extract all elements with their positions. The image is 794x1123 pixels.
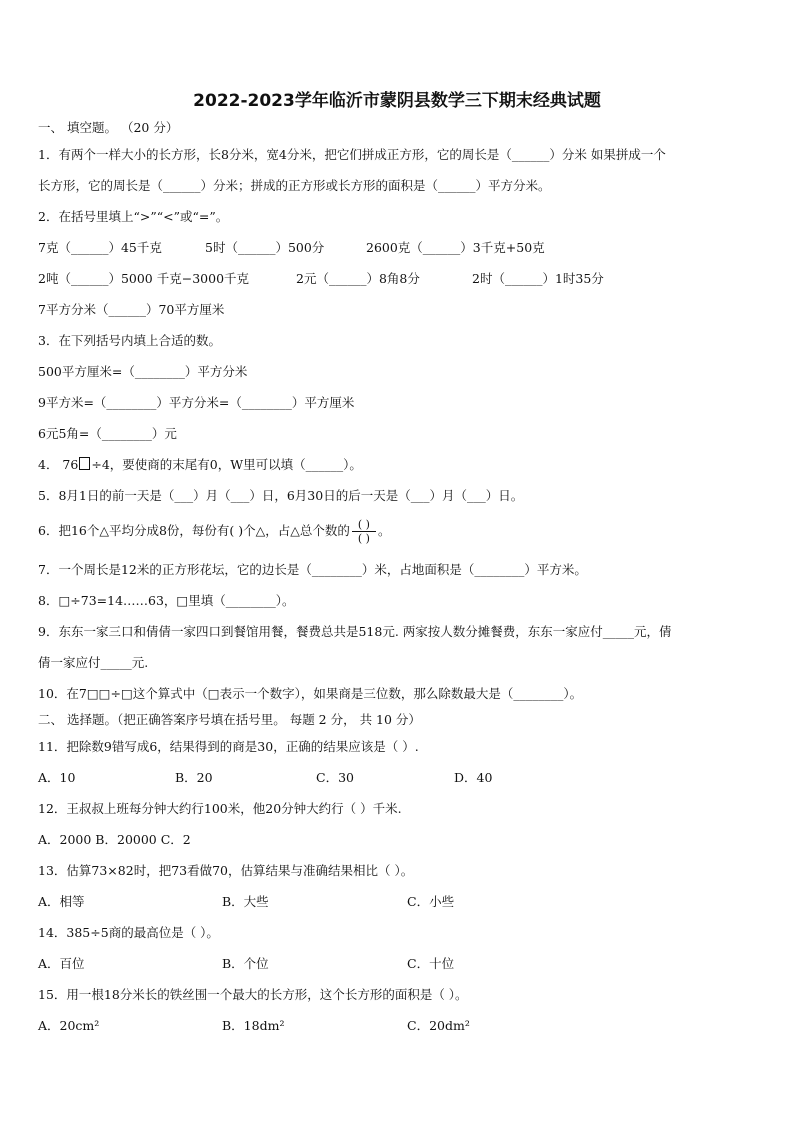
question-2-item: 2吨（______）5000 千克−3000千克 — [38, 271, 250, 286]
question-13-option: C．小些 — [407, 894, 455, 909]
question-11-option: B．20 — [175, 770, 213, 785]
question-1-line-1: 1．有两个一样大小的长方形，长8分米，宽4分米，把它们拼成正方形，它的周长是（______）分米 如果拼成一个 — [38, 147, 666, 162]
question-11-stem: 11．把除数9错写成6，结果得到的商是30，正确的结果应该是（ ）. — [38, 739, 419, 754]
question-3-stem: 3．在下列括号内填上合适的数。 — [38, 333, 221, 348]
question-11-option: A．10 — [38, 770, 76, 785]
question-15-option: A．20cm² — [38, 1018, 100, 1033]
fraction-denominator: ( ) — [357, 532, 370, 545]
question-1-line-2: 长方形，它的周长是（______）分米；拼成的正方形或长方形的面积是（______）平方分米。 — [38, 178, 551, 193]
question-6 — [38, 516, 391, 546]
question-2-stem: 2．在括号里填上“>”“<”或“=”。 — [38, 209, 229, 224]
question-2-item: 2时（______）1时35分 — [472, 271, 604, 286]
question-11-option: C．30 — [316, 770, 354, 785]
question-8: 8．□÷73=14……63，□里填（________）。 — [38, 593, 295, 608]
fraction-blank — [352, 518, 376, 545]
question-6-text: 6．把16个△平均分成8份，每份有( )个△，占△总个数的 — [38, 523, 350, 538]
question-9-line-2: 倩一家应付_____元. — [38, 655, 149, 670]
question-12-options: A．2000 B．20000 C．2 — [38, 832, 191, 847]
question-2-item: 7平方分米（______）70平方厘米 — [38, 302, 225, 317]
blank-box-icon — [79, 457, 90, 470]
question-3-line-2: 9平方米=（________）平方分米=（________）平方厘米 — [38, 395, 355, 410]
question-13-option: A．相等 — [38, 894, 85, 909]
question-15-stem: 15．用一根18分米长的铁丝围一个最大的长方形，这个长方形的面积是（ ）。 — [38, 987, 468, 1002]
question-13-option: B．大些 — [222, 894, 269, 909]
question-2-item: 5时（______）500分 — [205, 240, 325, 255]
question-15-option: B．18dm² — [222, 1018, 285, 1033]
question-4-before: 4． 76 — [38, 457, 79, 472]
question-14-stem: 14．385÷5商的最高位是（ ）。 — [38, 925, 219, 940]
page-title: 2022-2023学年临沂市蒙阴县数学三下期末经典试题 — [193, 91, 601, 111]
question-4 — [38, 457, 362, 473]
question-11-option: D．40 — [454, 770, 493, 785]
question-15-option: C．20dm² — [407, 1018, 470, 1033]
question-2-item: 2600克（______）3千克+50克 — [366, 240, 545, 255]
question-4-after: ÷4，要使商的末尾有0，W里可以填（______）。 — [91, 457, 362, 472]
question-2-item: 2元（______）8角8分 — [296, 271, 420, 286]
question-3-line-3: 6元5角=（________）元 — [38, 426, 177, 441]
question-7: 7．一个周长是12米的正方形花坛，它的边长是（________）米，占地面积是（________）平方米。 — [38, 562, 587, 577]
question-6-end: 。 — [377, 523, 391, 538]
fraction-numerator: ( ) — [352, 518, 376, 532]
question-13-stem: 13．估算73×82时，把73看做70，估算结果与准确结果相比（ ）。 — [38, 863, 414, 878]
question-9-line-1: 9．东东一家三口和倩倩一家四口到餐馆用餐，餐费总共是518元. 两家按人数分摊餐费，东东一家应付_____元，倩 — [38, 624, 672, 639]
question-14-option: B．个位 — [222, 956, 269, 971]
question-14-option: C．十位 — [407, 956, 455, 971]
section-header-fill-in: 一、 填空题。 （20 分） — [38, 120, 179, 135]
question-10: 10．在7□□÷□这个算式中（□表示一个数字），如果商是三位数，那么除数最大是（________）。 — [38, 686, 583, 701]
question-12-stem: 12．王叔叔上班每分钟大约行100米，他20分钟大约行（ ）千米. — [38, 801, 402, 816]
question-3-line-1: 500平方厘米=（________）平方分米 — [38, 364, 248, 379]
question-14-option: A．百位 — [38, 956, 85, 971]
section-header-choice: 二、 选择题。（把正确答案序号填在括号里。 每题 2 分， 共 10 分） — [38, 712, 421, 727]
question-2-item: 7克（______）45千克 — [38, 240, 162, 255]
question-5: 5．8月1日的前一天是（___）月（___）日，6月30日的后一天是（___）月（___）日。 — [38, 488, 524, 503]
